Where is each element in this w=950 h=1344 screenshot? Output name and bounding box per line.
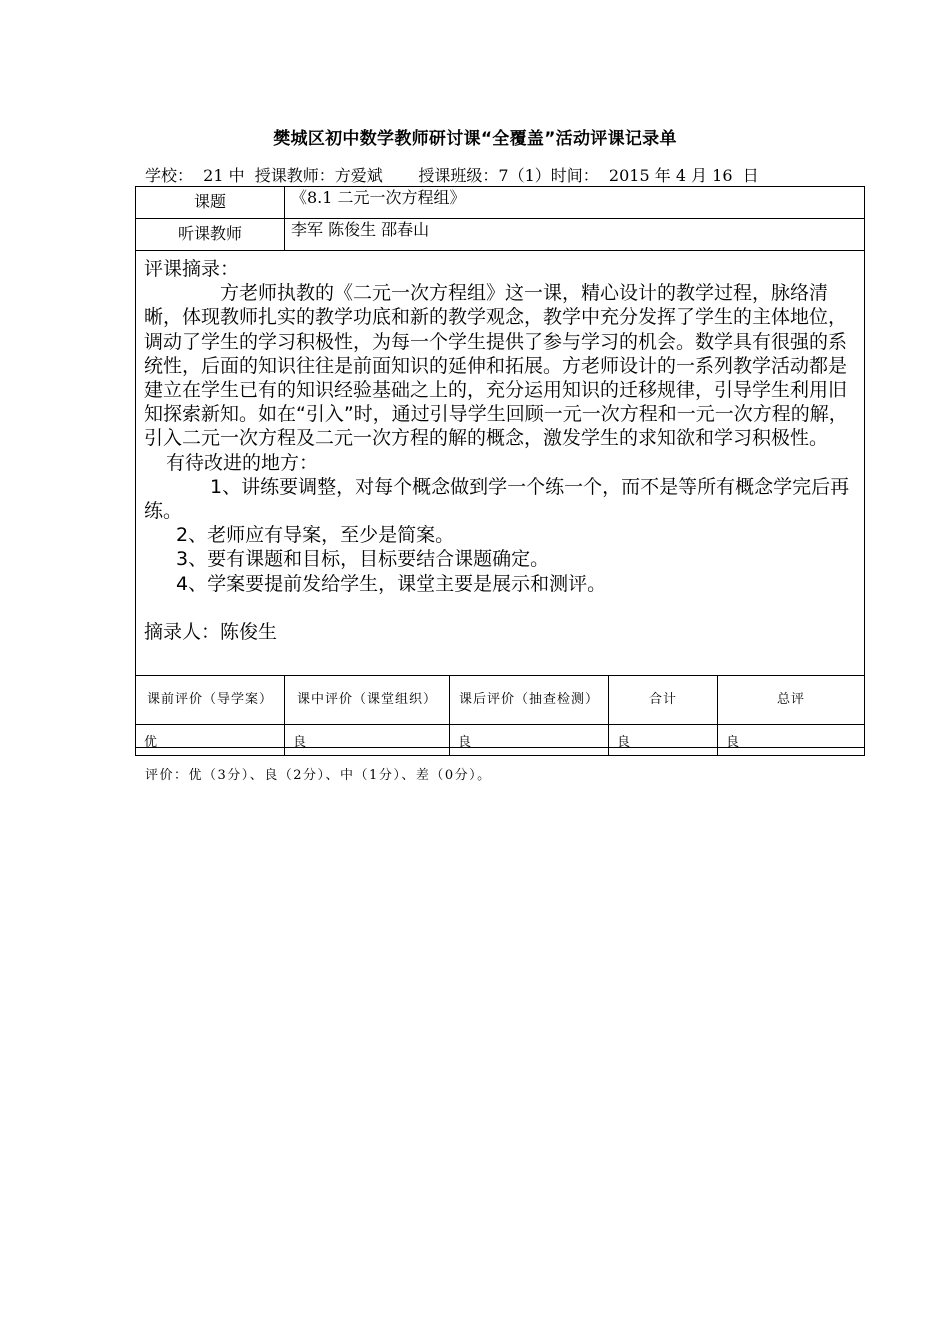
improve-item: 2、老师应有导案，至少是简案。 (176, 524, 455, 547)
summary-heading: 评课摘录： (144, 258, 240, 280)
improve-heading: 有待改进的地方： (166, 451, 319, 474)
score-value: 良 (450, 725, 609, 756)
score-header: 课后评价（抽查检测） (450, 676, 609, 725)
score-header: 合计 (609, 676, 718, 725)
improve-item: 1、讲练要调整，对每个概念做到学一个练一个，而不是等所有概念学完后再练。 (144, 475, 850, 523)
improve-item: 3、要有课题和目标，目标要结合课题确定。 (176, 548, 550, 571)
lesson-info-line: 学校： 21 中 授课教师：方爱斌 授课班级：7（1）时间： 2015 年 4 月 16 日 (145, 166, 759, 185)
summary-cell (136, 251, 865, 748)
listeners-label: 听课教师 (136, 219, 285, 251)
listeners-value: 李军 陈俊生 邵春山 (285, 219, 865, 251)
score-value: 优 (136, 725, 285, 756)
score-value: 良 (609, 725, 718, 756)
scoring-footnote: 评价：优（3分）、良（2分）、中（1分）、差（0分）。 (145, 768, 492, 783)
score-value: 良 (285, 725, 450, 756)
score-header: 总评 (718, 676, 865, 725)
topic-value: 《8.1 二元一次方程组》 (285, 187, 865, 219)
score-header: 课前评价（导学案） (136, 676, 285, 725)
page-title: 樊城区初中数学教师研讨课“全覆盖”活动评课记录单 (273, 129, 677, 149)
score-header: 课中评价（课堂组织） (285, 676, 450, 725)
summary-paragraph: 方老师执教的《二元一次方程组》这一课，精心设计的教学过程，脉络清晰，体现教师扎实的教学功底和新的教学观念，教学中充分发挥了学生的主体地位，调动了学生的学习积极性，为每一个学生提供了参与学习的机会。数学具有很强的系统性，后面的知识往往是前面知识的延伸和拓展。方老师设计的一系列教学活动都是建立在学生已有的知识经验基础之上的，充分运用知识的迁移规律，引导学生利用旧知探索新知。如在“引入”时，通过引导学生回顾一元一次方程和一元一次方程的解，引入二元一次方程及二元一次方程的解的概念，激发学生的求知欲和学习积极性。 (144, 282, 848, 450)
topic-label: 课题 (136, 187, 285, 219)
record-table (135, 186, 865, 748)
recorder-line: 摘录人：陈俊生 (144, 620, 278, 643)
improve-item: 4、学案要提前发给学生，课堂主要是展示和测评。 (176, 572, 607, 595)
score-value: 良 (718, 725, 865, 756)
score-table (135, 675, 865, 756)
